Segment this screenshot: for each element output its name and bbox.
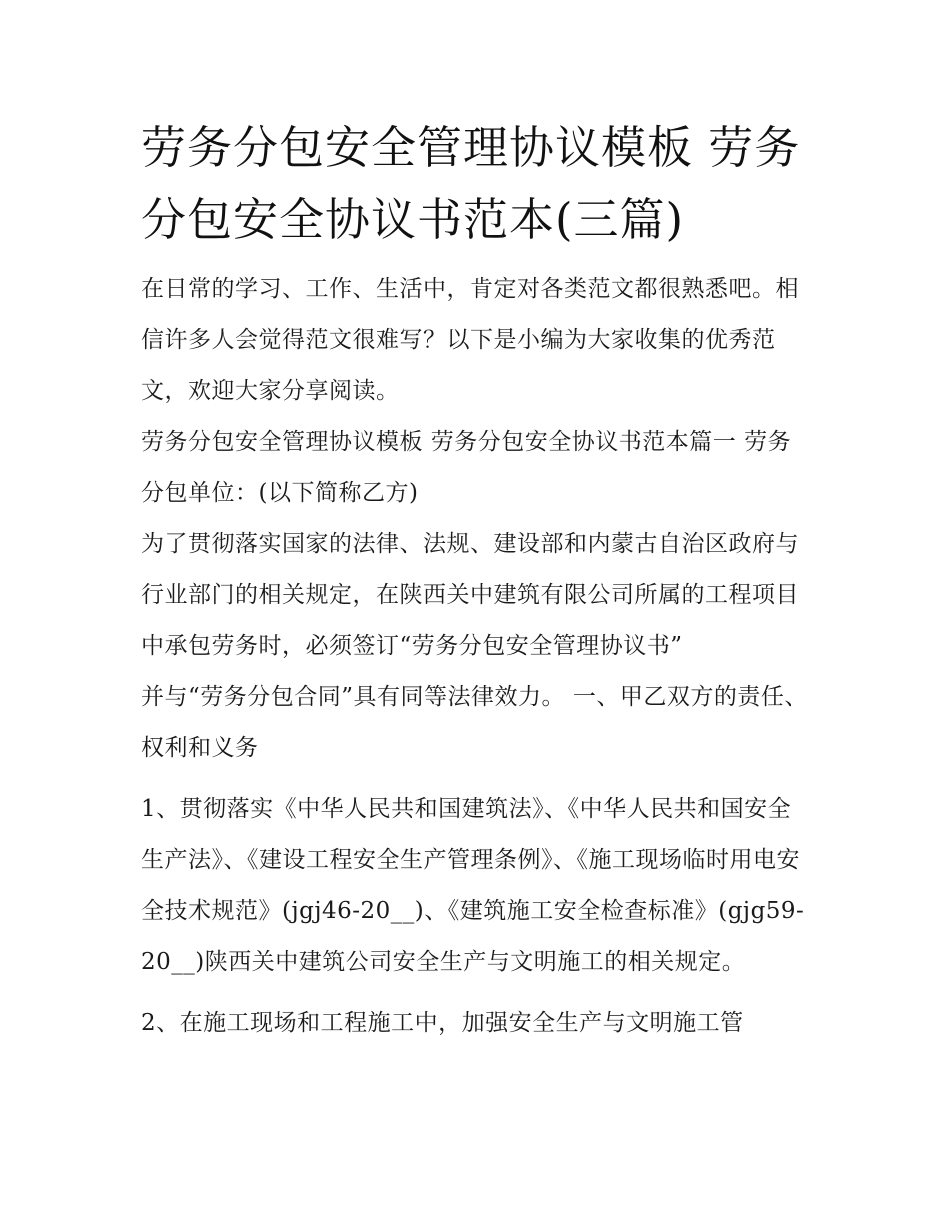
document-body	[141, 112, 813, 1049]
clause-1-paragraph: 1、贯彻落实《中华人民共和国建筑法》、《中华人民共和国安全生产法》、《建设工程安全生产管理条例》、《施工现场临时用电安全技术规范》(jgj46-20__)、《建筑施工安全检查标准》(gjg59-20__)陕西关中建筑公司安全生产与文明施工的相关规定。	[141, 796, 805, 975]
clause-2-paragraph: 2、在施工现场和工程施工中，加强安全生产与文明施工管	[141, 1010, 744, 1036]
section-heading-paragraph: 劳务分包安全管理协议模板 劳务分包安全协议书范本篇一 劳务分包单位：(以下简称乙方)	[141, 429, 792, 506]
purpose-paragraph: 为了贯彻落实国家的法律、法规、建设部和内蒙古自治区政府与行业部门的相关规定，在陕西关中建筑有限公司所属的工程项目中承包劳务时，必须签订“劳务分包安全管理协议书”	[141, 531, 799, 659]
document-title: 劳务分包安全管理协议模板 劳务分包安全协议书范本(三篇)	[141, 121, 801, 246]
intro-paragraph: 在日常的学习、工作、生活中，肯定对各类范文都很熟悉吧。相信许多人会觉得范文很难写？以下是小编为大家收集的优秀范文，欢迎大家分享阅读。	[141, 276, 799, 404]
legal-effect-paragraph: 并与“劳务分包合同”具有同等法律效力。 一、甲乙双方的责任、权利和义务	[141, 684, 808, 761]
